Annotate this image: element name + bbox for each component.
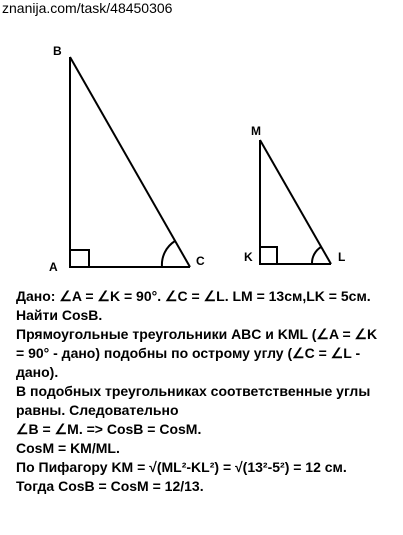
label-a: A: [49, 260, 58, 274]
right-angle-mark-k: [260, 247, 277, 264]
solution-line-4: = 90° - дано) подобны по острому углу (∠C = ∠L -: [16, 345, 361, 361]
label-l: L: [338, 250, 346, 264]
solution-line-8: ∠B = ∠M. => CosB = CosM.: [16, 421, 202, 437]
label-b: B: [53, 44, 62, 58]
right-angle-mark-a: [70, 250, 89, 267]
label-c: C: [196, 254, 205, 268]
triangle-abc: [70, 57, 190, 267]
solution-text: [16, 287, 396, 496]
label-m: M: [251, 124, 261, 138]
given-line: Дано: ∠A = ∠K = 90°. ∠C = ∠L. LM = 13см,LK = 5см.: [16, 288, 371, 304]
answer-line: Тогда CosB = CosM = 12/13.: [16, 478, 204, 494]
pythagoras-line: По Пифагору KM = √(ML²-KL²) = √(13²-5²) = 12 см.: [16, 459, 347, 475]
find-line: Найти CosB.: [16, 307, 103, 323]
solution-line-9: CosM = KM/ML.: [16, 440, 120, 456]
solution-line-7: равны. Следовательно: [16, 402, 179, 418]
solution-line-3: Прямоугольные треугольники ABC и KML (∠A = ∠K: [16, 326, 378, 342]
angle-arc-c: [162, 241, 175, 267]
solution-line-6: В подобных треугольниках соответственные углы: [16, 383, 371, 399]
triangle-kml: [260, 140, 331, 264]
solution-line-5: дано).: [16, 364, 59, 380]
label-k: K: [244, 250, 253, 264]
source-url: znanija.com/task/48450306: [2, 0, 173, 16]
angle-arc-l: [312, 247, 321, 264]
